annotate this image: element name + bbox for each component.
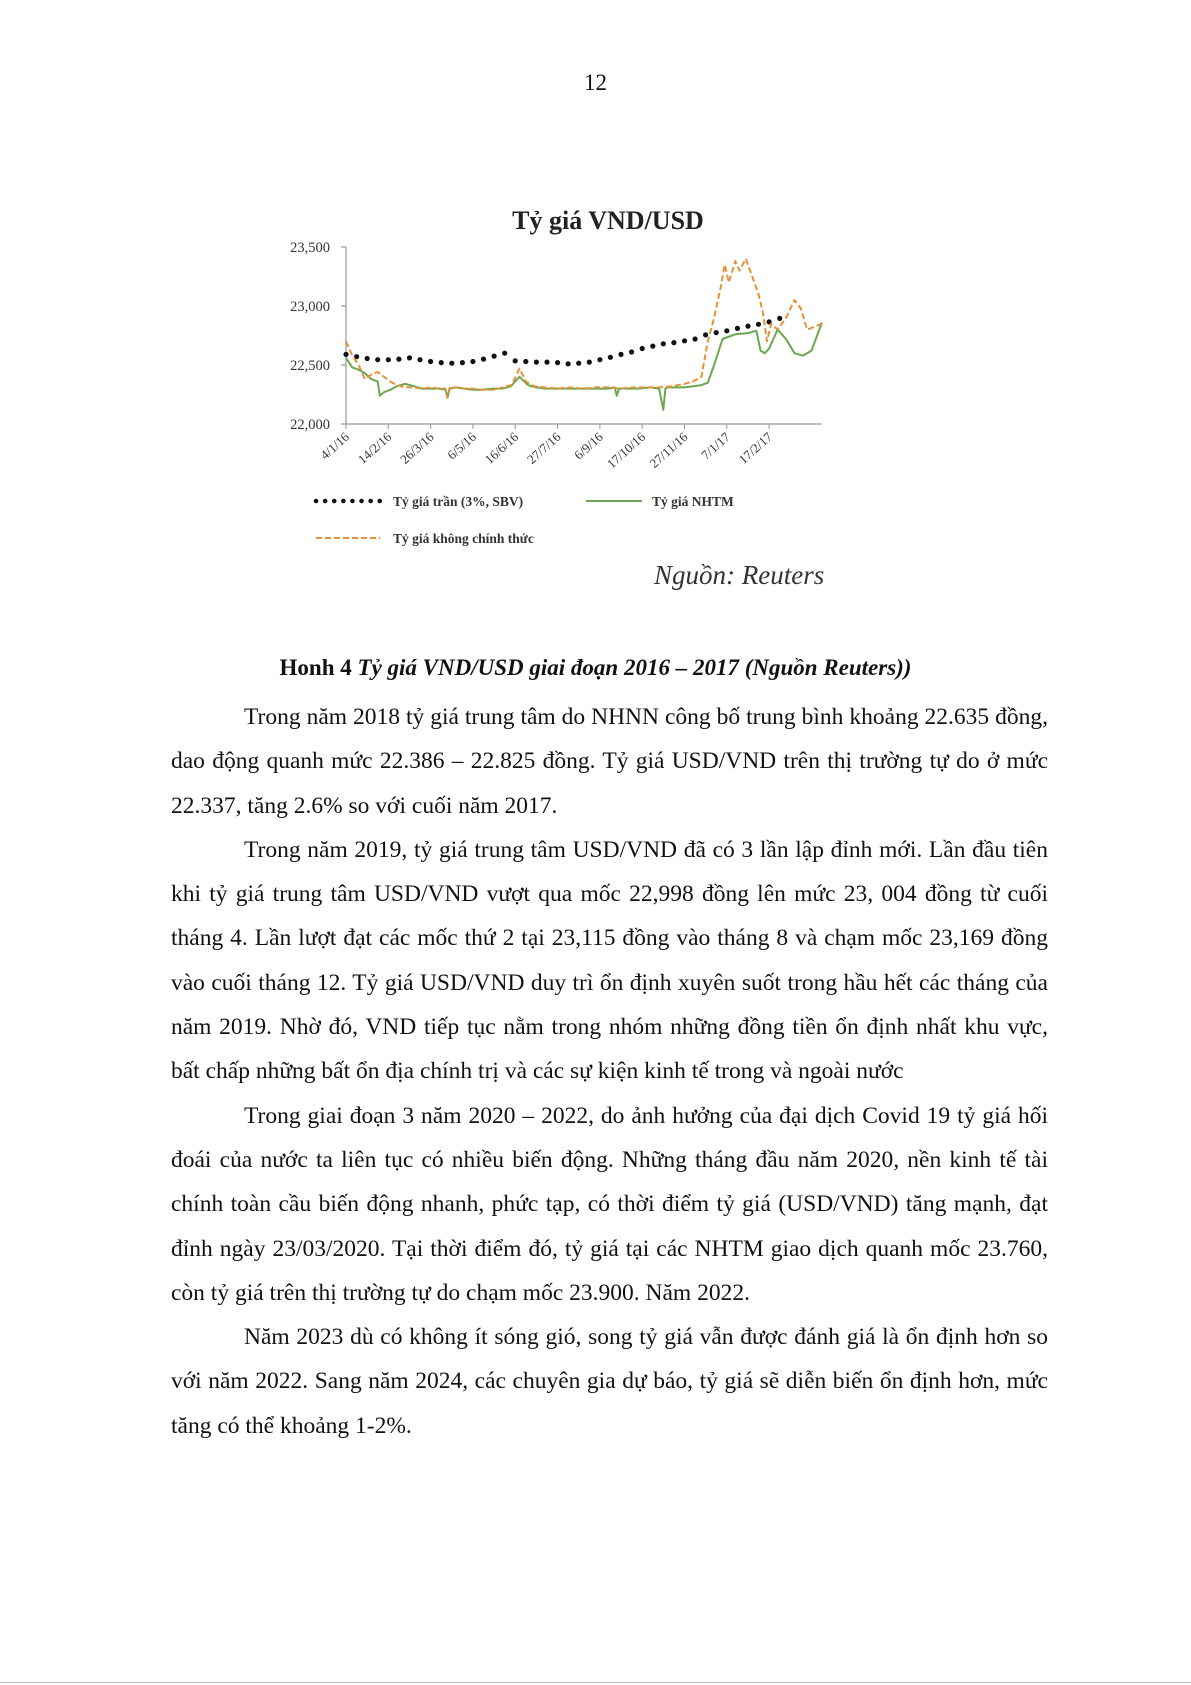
ceiling-rate-point xyxy=(470,359,475,364)
paragraph-2020-2022: Trong giai đoạn 3 năm 2020 – 2022, do ảnh hưởng của đại dịch Covid 19 tỷ giá hối đoái của nước ta liên tục có nhiều biến động. Những tháng đầu năm 2020, nền kinh tế tài chính toàn cầu biến động nhanh, phức tạp, có thời điểm tỷ giá (USD/VND) tăng mạnh, đạt đỉnh ngày 23/03/2020. Tại thời điểm đó, tỷ giá tại các NHTM giao dịch quanh mốc 23.760, còn tỷ giá trên thị trường tự do chạm mốc 23.900. Năm 2022. xyxy=(171,1102,1048,1306)
ceiling-rate-point xyxy=(703,332,708,337)
ceiling-rate-point xyxy=(608,355,613,360)
x-tick-label: 17/2/17 xyxy=(735,429,776,467)
y-tick-label: 22,000 xyxy=(290,417,330,433)
ceiling-rate-point xyxy=(428,359,433,364)
ceiling-rate-point xyxy=(555,360,560,365)
ceiling-rate-point xyxy=(492,354,497,359)
ceiling-rate-point xyxy=(375,357,380,362)
ceiling-rate-point xyxy=(439,360,444,365)
ceiling-rate-point xyxy=(417,357,422,362)
ceiling-rate-point xyxy=(576,361,581,366)
x-tick-label: 27/11/16 xyxy=(646,429,691,471)
series-layer xyxy=(343,259,822,410)
x-tick-label: 14/2/16 xyxy=(354,429,395,467)
chart-figure xyxy=(280,195,960,640)
body-text xyxy=(171,695,1048,1448)
bottom-rule xyxy=(0,1682,1191,1683)
ceiling-rate-point xyxy=(724,328,729,333)
nhtm-rate-line xyxy=(346,323,822,410)
ceiling-rate-point xyxy=(523,359,528,364)
ceiling-rate-point xyxy=(449,361,454,366)
figure-caption xyxy=(0,655,1191,681)
ceiling-rate-point xyxy=(343,352,348,357)
ceiling-rate-point xyxy=(566,361,571,366)
ceiling-rate-point xyxy=(640,346,645,351)
ceiling-rate-point xyxy=(597,357,602,362)
x-tick-label: 27/7/16 xyxy=(523,429,564,467)
x-tick-label: 7/1/17 xyxy=(698,429,733,463)
ceiling-rate-point xyxy=(745,324,750,329)
chart-title: Tỷ giá VND/USD xyxy=(512,206,704,235)
y-tick-label: 23,500 xyxy=(290,240,330,256)
ceiling-rate-point xyxy=(544,360,549,365)
ceiling-rate-point xyxy=(502,351,507,356)
y-ticks xyxy=(290,240,346,433)
ceiling-rate-point xyxy=(481,357,486,362)
legend xyxy=(316,494,734,546)
x-tick-label: 17/10/16 xyxy=(603,429,649,472)
x-tick-label: 6/5/16 xyxy=(444,429,479,463)
paragraph-2018: Trong năm 2018 tỷ giá trung tâm do NHNN công bố trung bình khoảng 22.635 đồng, dao động quanh mức 22.386 – 22.825 đồng. Tỷ giá USD/VND trên thị trường tự do ở mức 22.337, tăng 2.6% so với cuối năm 2017. xyxy=(171,704,1048,819)
ceiling-rate-point xyxy=(618,352,623,357)
ceiling-rate-point xyxy=(365,356,370,361)
paragraph-2023: Năm 2023 dù có không ít sóng gió, song tỷ giá vẫn được đánh giá là ổn định hơn so với năm 2022. Sang năm 2024, các chuyên gia dự báo, tỷ giá sẽ diễn biến ổn định hơn, mức tăng có thể khoảng 1-2%. xyxy=(171,1324,1048,1439)
legend-label-nhtm: Tỷ giá NHTM xyxy=(652,494,734,509)
page-number: 12 xyxy=(584,70,607,95)
paragraph-2019: Trong năm 2019, tỷ giá trung tâm USD/VND đã có 3 lần lập đỉnh mới. Lần đầu tiên khi tỷ giá trung tâm USD/VND vượt qua mốc 22,998 đồng lên mức 23, 004 đồng từ cuối tháng 4. Lần lượt đạt các mốc thứ 2 tại 23,115 đồng vào tháng 8 và chạm mốc 23,169 đồng vào cuối tháng 12. Tỷ giá USD/VND duy trì ổn định xuyên suốt trong hầu hết các tháng của năm 2019. Nhờ đó, VND tiếp tục nằm trong nhóm những đồng tiền ổn định nhất khu vực, bất chấp những bất ổn địa chính trị và các sự kiện kinh tế trong và ngoài nước xyxy=(171,836,1048,1085)
chart-svg xyxy=(280,195,960,640)
ceiling-rate-point xyxy=(650,344,655,349)
ceiling-rate-point xyxy=(735,326,740,331)
ceiling-rate-point xyxy=(714,330,719,335)
y-tick-label: 22,500 xyxy=(290,358,330,374)
unofficial-rate-line xyxy=(346,259,822,398)
x-tick-label: 4/1/16 xyxy=(317,429,353,463)
ceiling-rate-point xyxy=(460,360,465,365)
legend-label-unofficial: Tỷ giá không chính thức xyxy=(393,531,534,546)
ceiling-rate-point xyxy=(396,357,401,362)
x-tick-label: 6/9/16 xyxy=(571,429,606,463)
x-tick-label: 26/3/16 xyxy=(397,429,437,467)
chart-source: Nguồn: Reuters xyxy=(654,560,825,590)
ceiling-rate-point xyxy=(587,360,592,365)
caption-prefix: Honh 4 xyxy=(279,655,358,680)
ceiling-rate-point xyxy=(777,316,782,321)
ceiling-rate-point xyxy=(671,340,676,345)
ceiling-rate-point xyxy=(682,338,687,343)
legend-label-ceiling: Tỷ giá trần (3%, SBV) xyxy=(393,494,524,509)
x-ticks xyxy=(317,424,775,471)
ceiling-rate-point xyxy=(534,360,539,365)
ceiling-rate-point xyxy=(629,349,634,354)
ceiling-rate-point xyxy=(756,322,761,327)
y-tick-label: 23,000 xyxy=(290,299,330,315)
ceiling-rate-point xyxy=(513,358,518,363)
ceiling-rate-point xyxy=(661,341,666,346)
ceiling-rate-point xyxy=(386,357,391,362)
ceiling-rate-point xyxy=(693,336,698,341)
x-tick-label: 16/6/16 xyxy=(481,429,522,467)
caption-italic: Tỷ giá VND/USD giai đoạn 2016 – 2017 (Nguồn Reuters)) xyxy=(357,655,912,680)
ceiling-rate-point xyxy=(407,355,412,360)
